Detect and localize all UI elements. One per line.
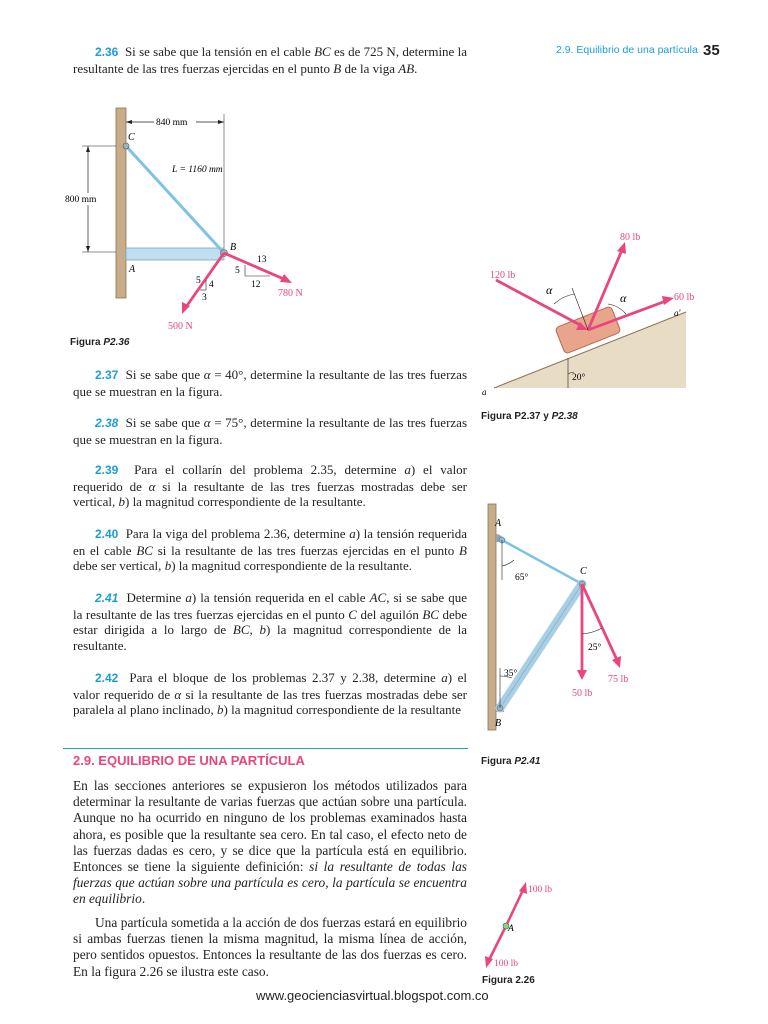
angle-65-label: 65° — [515, 573, 529, 583]
slope-780-13: 13 — [257, 255, 267, 265]
alpha-label-2: α — [620, 291, 627, 305]
point-a-label: a — [482, 387, 487, 397]
section-rule — [63, 748, 468, 749]
caption-prefix: Figura — [481, 411, 512, 422]
caption-p2-41 — [481, 756, 540, 767]
caption-p2-36 — [70, 337, 129, 348]
slope-500-5: 5 — [196, 276, 201, 286]
problem-text: Para el bloque de los problemas 2.37 y 2.38, determine a) el valor requerido de α si la resultante de las tres fuerzas mostradas debe ser paralela al plano inclinado, b) la magnitud correspondiente de la resultante — [73, 670, 468, 717]
slope-780-12: 12 — [251, 280, 261, 290]
point-a-label: A — [129, 264, 136, 275]
dim-800-label: 800 mm — [65, 195, 97, 205]
angle-35-label: 35° — [504, 669, 518, 679]
caption-id: P2.41 — [514, 756, 541, 767]
wall — [488, 504, 496, 730]
point-b-label: B — [230, 242, 237, 253]
problem-number: 2.41 — [95, 591, 119, 605]
problem-number: 2.42 — [95, 671, 119, 685]
problem-2-41 — [73, 590, 467, 653]
angle-20-label: 20° — [572, 373, 586, 383]
cable-bc — [126, 146, 224, 253]
force-bottom-arrow — [489, 926, 506, 960]
figure-p2-37 — [476, 228, 706, 408]
section-title: 2.9. EQUILIBRIO DE UNA PARTÍCULA — [73, 753, 305, 768]
caption-prefix: Figura — [70, 337, 101, 348]
problem-2-37 — [73, 367, 467, 399]
force-bottom-label: 100 lb — [494, 959, 519, 969]
problem-text: Para el collarín del problema 2.35, determine a) el valor requerido de α si la resultante de las tres fuerzas mostradas debe ser vertical, b) la magnitud correspondiente de la resultante. — [73, 462, 468, 509]
slope-500-4: 4 — [209, 280, 214, 290]
alpha-label-1: α — [546, 283, 553, 297]
caption-id: P2.36 — [103, 337, 130, 348]
caption-id-2: P2.38 — [551, 411, 578, 422]
problem-2-42 — [73, 670, 467, 718]
point-a-label: A — [495, 518, 502, 529]
problem-text: Determine a) la tensión requerida en el cable AC, si se sabe que la resultante de las tres fuerzas ejercidas en el punto C del aguilón BC debe estar dirigida a lo largo de BC, b) la magnitud correspondiente de la resultante. — [73, 590, 468, 653]
caption-prefix: Figura — [481, 756, 512, 767]
problem-number: 2.36 — [95, 45, 119, 59]
force-60-label: 60 lb — [674, 292, 695, 303]
cable-ac — [502, 540, 582, 584]
slope-500-3: 3 — [202, 293, 207, 303]
problem-number: 2.37 — [95, 368, 119, 382]
caption-2-26: Figura 2.26 — [482, 975, 535, 986]
point-b-label: B — [495, 718, 502, 729]
beam-ab — [126, 248, 224, 260]
point-a-prime-label: a' — [674, 308, 681, 318]
force-top-arrow — [506, 890, 523, 926]
problem-2-38 — [73, 415, 467, 447]
problem-number: 2.39 — [95, 463, 119, 477]
problem-text: Si se sabe que α = 75°, determine la resultante de las tres fuerzas que se muestran en la figura. — [73, 415, 468, 447]
point-c-label: C — [128, 132, 135, 143]
slope-780-5: 5 — [235, 266, 240, 276]
point-a-label: A — [508, 924, 514, 934]
figure-p2-36 — [60, 100, 320, 340]
caption-p2-37 — [481, 411, 578, 422]
force-780-label: 780 N — [278, 288, 303, 299]
force-120-arrow — [496, 280, 582, 326]
force-120-label: 120 lb — [490, 270, 516, 281]
figure-2-26 — [478, 870, 568, 980]
caption-id: P2.37 y — [514, 411, 549, 422]
section-paragraph-2: Una partícula sometida a la acción de dos fuerzas estará en equilibrio si ambas fuerzas tienen la misma magnitud, la misma línea de acción, pero sentidos opuestos. Entonces la resultante de las dos fuerzas es cero. En la figura 2.26 se ilustra este caso. — [73, 915, 467, 979]
wall — [116, 108, 126, 298]
footer-url[interactable]: www.geocienciasvirtual.blogspot.com.co — [256, 988, 489, 1003]
force-80-label: 80 lb — [620, 232, 641, 243]
section-paragraph-1: En las secciones anteriores se expusieron los métodos utilizados para determinar la resultante de varias fuerzas que actúan sobre una partícula. Aunque no ha ocurrido en ninguno de los problemas examinados hasta ahora, es posible que la resultante sea cero. En tal caso, el efecto neto de las fuerzas dadas es cero, y se dice que la partícula está en equilibrio. Entonces se tiene la siguiente definición: si la resultante de todas las fuerzas que actúan sobre una partícula es cero, la partícula se encuentra en equilibrio. — [73, 778, 467, 907]
force-50-label: 50 lb — [572, 688, 593, 699]
page-number: 35 — [703, 42, 720, 59]
problem-number: 2.38 — [95, 416, 119, 430]
force-top-label: 100 lb — [528, 885, 553, 895]
running-header-section: 2.9. Equilibrio de una partícula — [556, 44, 698, 56]
problem-text: Si se sabe que α = 40°, determine la resultante de las tres fuerzas que se muestran en la figura. — [73, 367, 468, 399]
problem-number: 2.40 — [95, 527, 119, 541]
problem-2-39 — [73, 462, 467, 510]
angle-25-label: 25° — [588, 643, 602, 653]
problem-text: Para la viga del problema 2.36, determine a) la tensión requerida en el cable BC si la resultante de las tres fuerzas ejercidas en el punto B debe ser vertical, b) la magnitud correspondiente de la resultante. — [73, 526, 468, 573]
length-label: L = 1160 mm — [172, 165, 223, 175]
force-75-label: 75 lb — [608, 674, 629, 685]
problem-text: Si se sabe que la tensión en el cable BC es de 725 N, determine la resultante de las tres fuerzas ejercidas en el punto B de la viga AB. — [73, 44, 467, 76]
point-c-label: C — [580, 566, 587, 577]
dim-840-label: 840 mm — [156, 118, 188, 128]
force-500-label: 500 N — [168, 321, 193, 332]
problem-2-36 — [73, 44, 467, 76]
problem-2-40 — [73, 526, 467, 574]
figure-p2-41 — [478, 500, 648, 750]
